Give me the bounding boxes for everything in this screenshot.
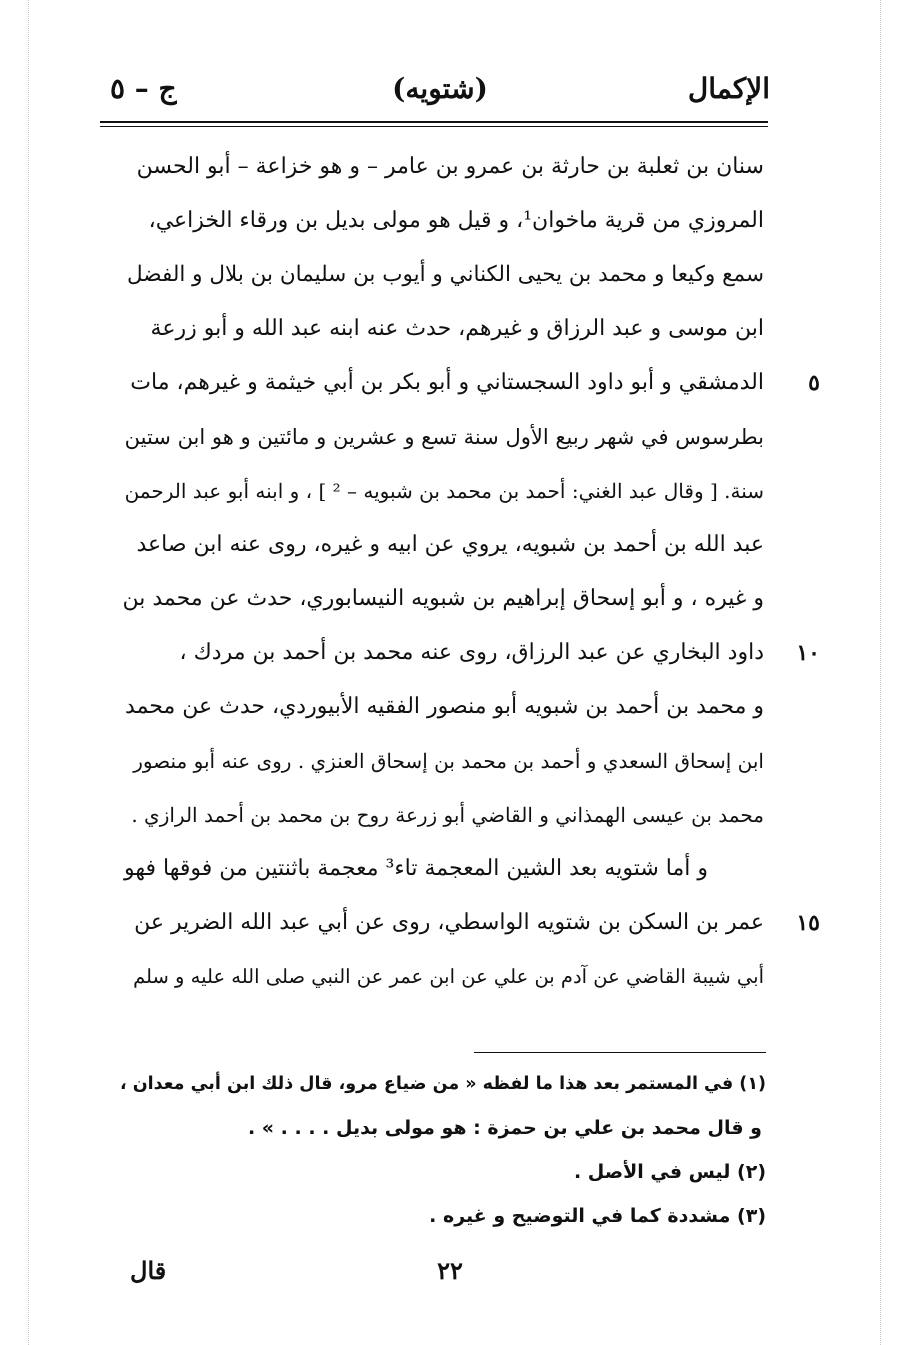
text-line <box>118 680 764 734</box>
footnote: (٢) ليس في الأصل . <box>573 1161 766 1183</box>
running-header <box>110 72 770 112</box>
line-number: ١٠ <box>796 640 820 666</box>
header-rule-secondary <box>100 126 768 127</box>
book-title: الإكمال <box>687 72 770 105</box>
main-text <box>118 140 820 1004</box>
text-line <box>118 194 764 248</box>
text-line <box>118 896 820 950</box>
line-text: المروزي من قرية ماخوان¹، و قيل هو مولى بديل بن ورقاء الخزاعي، <box>148 208 764 233</box>
line-text: و غيره ، و أبو إسحاق إبراهيم بن شبويه النيسابوري، حدث عن محمد بن <box>122 586 764 611</box>
line-text: أبي شيبة القاضي عن آدم بن علي عن ابن عمر عن النبي صلى الله عليه و سلم <box>133 965 764 988</box>
footnote-rule <box>474 1052 766 1053</box>
text-line <box>118 842 764 896</box>
line-text: ابن إسحاق السعدي و أحمد بن محمد بن إسحاق العنزي . روى عنه أبو منصور <box>133 749 764 773</box>
text-line <box>118 518 764 572</box>
line-text: داود البخاري عن عبد الرزاق، روى عنه محمد بن أحمد بن مردك ، <box>179 640 764 665</box>
scan-edge-left <box>28 0 29 1345</box>
text-line <box>118 572 764 626</box>
line-text: و محمد بن أحمد بن شبويه أبو منصور الفقيه الأبيوردي، حدث عن محمد <box>125 694 764 719</box>
footnote-continuation: و قال محمد بن علي بن حمزة : هو مولى بديل . . . . » . <box>247 1117 762 1139</box>
text-line <box>118 626 820 680</box>
line-text: ابن موسى و عبد الرزاق و غيرهم، حدث عنه ابنه عبد الله و أبو زرعة <box>150 316 764 341</box>
line-text: عبد الله بن أحمد بن شبويه، يروي عن ابيه و غيره، روى عنه ابن صاعد <box>136 532 764 557</box>
header-rule <box>100 121 768 123</box>
entry-heading: (شتويه) <box>392 72 488 105</box>
page-footer <box>130 1256 770 1292</box>
scan-edge-right <box>880 0 881 1345</box>
text-line <box>118 788 764 842</box>
text-line <box>118 950 764 1004</box>
text-line <box>118 248 764 302</box>
line-text: و أما شتويه بعد الشين المعجمة تاء³ معجمة باثنتين من فوقها فهو <box>123 856 708 881</box>
text-line <box>118 464 764 518</box>
volume-label: ج – ٥ <box>110 72 177 105</box>
line-text: بطرسوس في شهر ربيع الأول سنة تسع و عشرين و مائتين و هو ابن ستين <box>124 425 764 449</box>
text-line <box>118 356 820 410</box>
line-number: ١٥ <box>796 910 820 936</box>
catchword: قال <box>130 1256 167 1285</box>
line-text: سمع وكيعا و محمد بن يحيى الكناني و أيوب بن سليمان بن بلال و الفضل <box>127 262 764 287</box>
footnote: (١) في المستمر بعد هذا ما لفظه « من ضياع مرو، قال ذلك ابن أبي معدان ، <box>119 1074 766 1094</box>
text-line <box>118 734 764 788</box>
line-text: سنان بن ثعلبة بن حارثة بن عمرو بن عامر – و هو خزاعة – أبو الحسن <box>136 154 764 179</box>
footnotes <box>110 1062 766 1238</box>
line-text: سنة. [ وقال عبد الغني: أحمد بن محمد بن شبويه – ² ] ، و ابنه أبو عبد الرحمن <box>124 479 764 503</box>
footnote: (٣) مشددة كما في التوضيح و غيره . <box>429 1205 766 1227</box>
line-text: الدمشقي و أبو داود السجستاني و أبو بكر بن أبي خيثمة و غيرهم، مات <box>130 370 764 395</box>
page-number: ٢٢ <box>437 1256 463 1285</box>
line-number: ٥ <box>808 370 820 396</box>
line-text: عمر بن السكن بن شتويه الواسطي، روى عن أبي عبد الله الضرير عن <box>134 910 764 935</box>
text-line <box>118 302 764 356</box>
text-line <box>118 410 764 464</box>
text-line <box>118 140 764 194</box>
line-text: محمد بن عيسى الهمذاني و القاضي أبو زرعة روح بن محمد بن أحمد الرازي . <box>131 803 764 827</box>
